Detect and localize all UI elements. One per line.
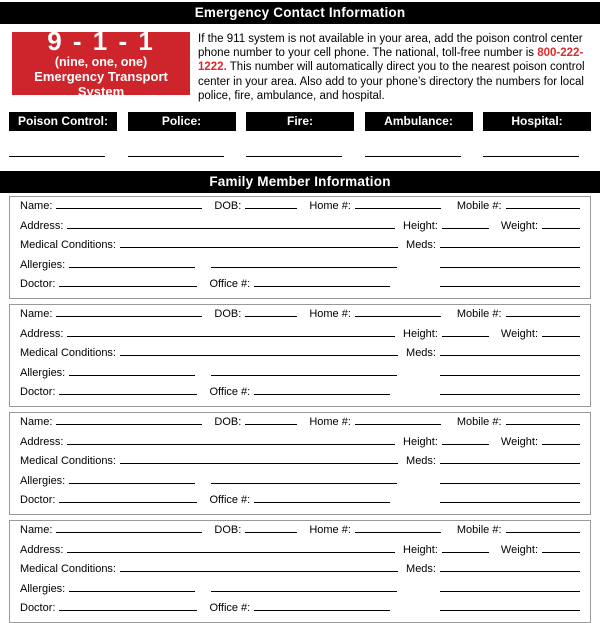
911-subtitle: Emergency Transport System	[34, 69, 168, 99]
dob-blank-line	[245, 421, 297, 425]
address-blank-line	[67, 549, 395, 553]
911-number-words: (nine, one, one)	[54, 55, 148, 69]
name-row	[20, 200, 580, 220]
meds-label: Meds:	[406, 347, 436, 360]
emergency-section-title: Emergency Contact Information	[194, 5, 406, 20]
height-blank-line	[442, 549, 489, 553]
dob-label: DOB:	[214, 308, 242, 321]
mobile-phone-blank-line	[506, 313, 580, 317]
office-phone-blank-line	[254, 499, 390, 503]
address-blank-line	[67, 225, 395, 229]
poison-control-column	[9, 112, 117, 157]
ambulance-label-bar: Ambulance:	[365, 112, 473, 131]
allergies-row	[20, 367, 580, 387]
instructions-text-before: If the 911 system is not available in your area, add the poison control center phone number to your cell phone. The national, toll-free number is	[198, 33, 583, 60]
medical-conditions-row	[20, 347, 580, 367]
family-member-block	[9, 304, 591, 407]
allergies-row	[20, 583, 580, 603]
home-phone-blank-line	[355, 205, 441, 209]
emergency-numbers-row	[9, 112, 591, 157]
meds-blank-line	[440, 352, 580, 356]
911-callout-box	[12, 26, 190, 99]
height-label: Height:	[403, 219, 438, 232]
family-section-title: Family Member Information	[209, 174, 391, 190]
home-phone-blank-line	[355, 313, 441, 317]
fire-label-bar: Fire:	[246, 112, 354, 131]
name-row	[20, 416, 580, 436]
family-member-blocks	[9, 196, 591, 623]
allergies-continuation-line	[211, 372, 397, 376]
office-phone-label: Office #:	[209, 278, 251, 291]
weight-label: Weight:	[500, 543, 538, 556]
office-phone-label: Office #:	[209, 602, 251, 615]
doctor-row	[20, 386, 580, 406]
meds-continuation-line-2	[440, 499, 580, 503]
address-row	[20, 436, 580, 456]
office-phone-label: Office #:	[209, 386, 251, 399]
home-phone-blank-line	[355, 529, 441, 533]
medical-conditions-label: Medical Conditions:	[20, 239, 116, 252]
doctor-row	[20, 278, 580, 298]
top-section	[12, 26, 592, 103]
hospital-blank-line	[483, 131, 579, 157]
police-label-bar: Police:	[128, 112, 236, 131]
home-phone-label: Home #:	[309, 416, 351, 429]
address-blank-line	[67, 333, 395, 337]
instructions-text-after: This number will automatically direct you to the nearest poison control center in your area. Also add to your phone’s directory the numbers for local police, fire, ambulance, and hospital.	[198, 61, 585, 102]
ambulance-column	[365, 112, 473, 157]
poison-control-label-bar: Poison Control:	[9, 112, 117, 131]
height-blank-line	[442, 225, 489, 229]
weight-blank-line	[542, 225, 580, 229]
family-member-block	[9, 412, 591, 515]
doctor-blank-line	[59, 499, 197, 503]
height-label: Height:	[403, 543, 438, 556]
weight-blank-line	[542, 441, 580, 445]
name-blank-line	[56, 205, 202, 209]
allergies-label: Allergies:	[20, 582, 66, 595]
medical-conditions-label: Medical Conditions:	[20, 563, 116, 576]
dob-label: DOB:	[214, 524, 242, 537]
doctor-row	[20, 602, 580, 622]
meds-blank-line	[440, 568, 580, 572]
address-row	[20, 544, 580, 564]
dob-blank-line	[245, 205, 297, 209]
dob-label: DOB:	[214, 200, 242, 213]
allergies-blank-line	[69, 264, 195, 268]
poison-control-blank-line	[9, 131, 105, 157]
meds-label: Meds:	[406, 239, 436, 252]
office-phone-blank-line	[254, 607, 390, 611]
name-row	[20, 524, 580, 544]
hospital-column	[483, 112, 591, 157]
doctor-row	[20, 494, 580, 514]
911-number: 9 - 1 - 1	[47, 26, 155, 56]
height-blank-line	[442, 333, 489, 337]
medical-conditions-row	[20, 239, 580, 259]
name-row	[20, 308, 580, 328]
height-blank-line	[442, 441, 489, 445]
family-member-block	[9, 520, 591, 623]
meds-blank-line	[440, 460, 580, 464]
height-label: Height:	[403, 327, 438, 340]
fire-blank-line	[246, 131, 342, 157]
address-row	[20, 328, 580, 348]
office-phone-blank-line	[254, 283, 390, 287]
weight-label: Weight:	[500, 435, 538, 448]
weight-blank-line	[542, 333, 580, 337]
mobile-phone-label: Mobile #:	[456, 524, 502, 537]
allergies-label: Allergies:	[20, 474, 66, 487]
doctor-blank-line	[59, 391, 197, 395]
doctor-blank-line	[59, 283, 197, 287]
meds-continuation-line-1	[440, 588, 580, 592]
police-blank-line	[128, 131, 224, 157]
name-label: Name:	[20, 416, 53, 429]
meds-continuation-line-1	[440, 264, 580, 268]
medical-conditions-row	[20, 455, 580, 475]
section-header-family	[0, 171, 600, 193]
section-header-emergency	[0, 2, 600, 24]
allergies-continuation-line	[211, 264, 397, 268]
home-phone-label: Home #:	[309, 200, 351, 213]
meds-continuation-line-1	[440, 372, 580, 376]
poison-control-phone-number: 800-222-1222.	[198, 47, 584, 74]
medical-conditions-row	[20, 563, 580, 583]
fire-column	[246, 112, 354, 157]
address-label: Address:	[20, 543, 64, 556]
doctor-label: Doctor:	[20, 386, 56, 399]
ambulance-blank-line	[365, 131, 461, 157]
meds-continuation-line-1	[440, 480, 580, 484]
doctor-label: Doctor:	[20, 278, 56, 291]
allergies-label: Allergies:	[20, 366, 66, 379]
dob-blank-line	[245, 529, 297, 533]
home-phone-blank-line	[355, 421, 441, 425]
allergies-label: Allergies:	[20, 258, 66, 271]
meds-continuation-line-2	[440, 607, 580, 611]
address-label: Address:	[20, 435, 64, 448]
meds-label: Meds:	[406, 563, 436, 576]
allergies-blank-line	[69, 588, 195, 592]
meds-label: Meds:	[406, 455, 436, 468]
mobile-phone-blank-line	[506, 205, 580, 209]
name-label: Name:	[20, 524, 53, 537]
meds-continuation-line-2	[440, 283, 580, 287]
mobile-phone-blank-line	[506, 529, 580, 533]
mobile-phone-label: Mobile #:	[456, 308, 502, 321]
weight-label: Weight:	[500, 219, 538, 232]
meds-continuation-line-2	[440, 391, 580, 395]
meds-blank-line	[440, 244, 580, 248]
name-blank-line	[56, 421, 202, 425]
height-label: Height:	[403, 435, 438, 448]
address-label: Address:	[20, 327, 64, 340]
home-phone-label: Home #:	[309, 308, 351, 321]
doctor-label: Doctor:	[20, 494, 56, 507]
allergies-blank-line	[69, 480, 195, 484]
address-row	[20, 220, 580, 240]
family-member-block	[9, 196, 591, 299]
allergies-continuation-line	[211, 588, 397, 592]
dob-label: DOB:	[214, 416, 242, 429]
hospital-label-bar: Hospital:	[483, 112, 591, 131]
doctor-label: Doctor:	[20, 602, 56, 615]
mobile-phone-blank-line	[506, 421, 580, 425]
poison-control-instructions	[198, 32, 592, 103]
allergies-row	[20, 475, 580, 495]
name-label: Name:	[20, 200, 53, 213]
police-column	[128, 112, 236, 157]
name-blank-line	[56, 313, 202, 317]
office-phone-label: Office #:	[209, 494, 251, 507]
mobile-phone-label: Mobile #:	[456, 200, 502, 213]
weight-blank-line	[542, 549, 580, 553]
allergies-blank-line	[69, 372, 195, 376]
office-phone-blank-line	[254, 391, 390, 395]
medical-conditions-label: Medical Conditions:	[20, 455, 116, 468]
medical-conditions-blank-line	[120, 352, 398, 356]
address-label: Address:	[20, 219, 64, 232]
doctor-blank-line	[59, 607, 197, 611]
dob-blank-line	[245, 313, 297, 317]
allergies-continuation-line	[211, 480, 397, 484]
name-label: Name:	[20, 308, 53, 321]
allergies-row	[20, 259, 580, 279]
address-blank-line	[67, 441, 395, 445]
name-blank-line	[56, 529, 202, 533]
mobile-phone-label: Mobile #:	[456, 416, 502, 429]
home-phone-label: Home #:	[309, 524, 351, 537]
weight-label: Weight:	[500, 327, 538, 340]
medical-conditions-blank-line	[120, 568, 398, 572]
medical-conditions-blank-line	[120, 244, 398, 248]
medical-conditions-blank-line	[120, 460, 398, 464]
medical-conditions-label: Medical Conditions:	[20, 347, 116, 360]
